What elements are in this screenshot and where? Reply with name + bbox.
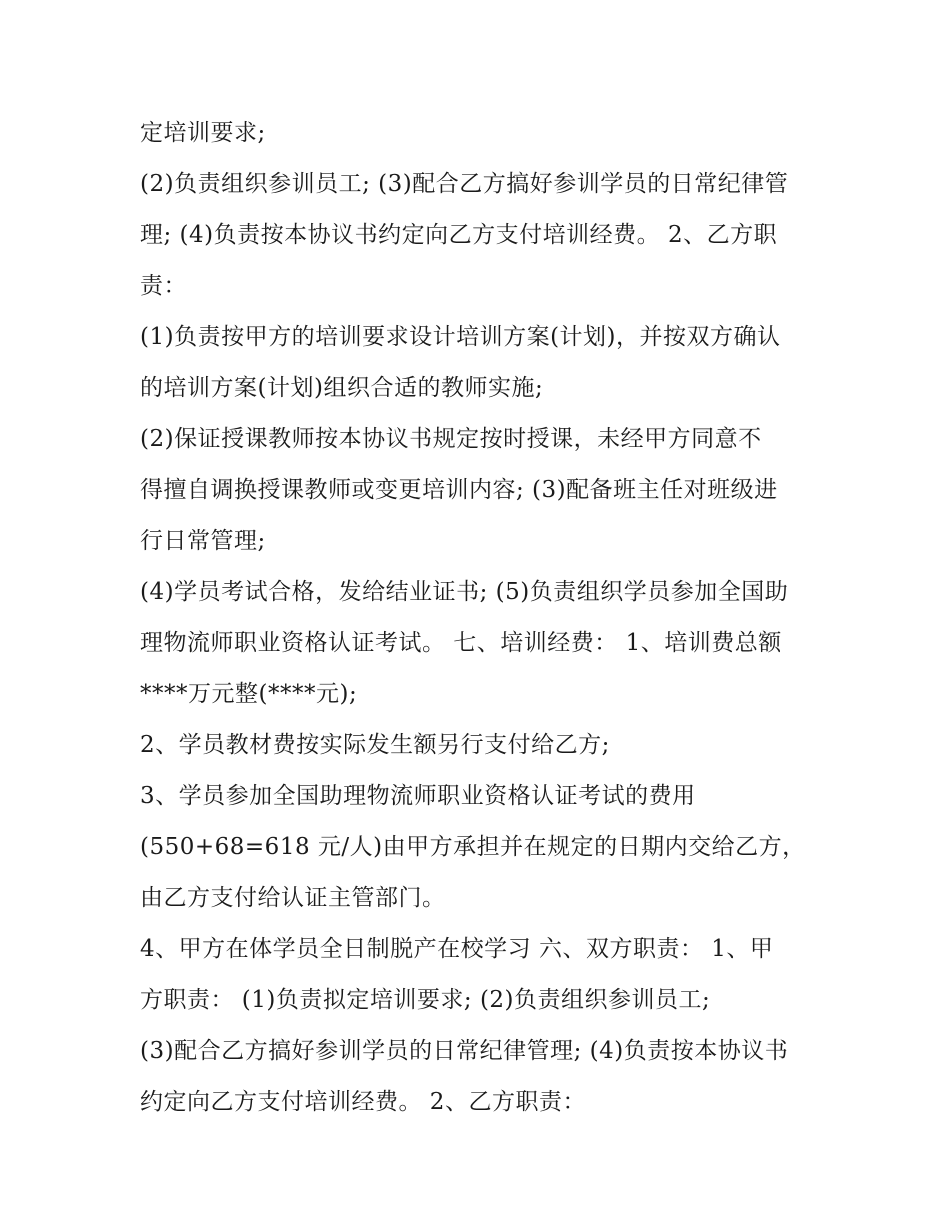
text-line: (2)负责组织参训员工; (3)配合乙方搞好参训学员的日常纪律管 — [140, 171, 789, 197]
text-line: 的培训方案(计划)组织合适的教师实施; — [140, 375, 544, 401]
text-line: ****万元整(****元); — [140, 681, 358, 707]
text-line: 定培训要求; — [140, 120, 266, 146]
text-line: (3)配合乙方搞好参训学员的日常纪律管理; (4)负责按本协议书 — [140, 1038, 789, 1064]
text-line: 3、学员参加全国助理物流师职业资格认证考试的费用 — [140, 783, 696, 809]
text-line: (1)负责按甲方的培训要求设计培训方案(计划)，并按双方确认 — [140, 324, 781, 350]
text-line: 责： — [140, 273, 187, 299]
text-line: 约定向乙方支付培训经费。 2、乙方职责： — [140, 1089, 586, 1115]
text-line: 由乙方支付给认证主管部门。 — [140, 885, 446, 911]
text-line: 2、学员教材费按实际发生额另行支付给乙方; — [140, 732, 610, 758]
text-line: 理; (4)负责按本协议书约定向乙方支付培训经费。 2、乙方职 — [140, 222, 778, 248]
text-line: (2)保证授课教师按本协议书规定按时授课，未经甲方同意不 — [140, 426, 762, 452]
text-line: 4、甲方在体学员全日制脱产在校学习 六、双方职责： 1、甲 — [140, 936, 774, 962]
text-line: (4)学员考试合格，发给结业证书; (5)负责组织学员参加全国助 — [140, 579, 789, 605]
text-line: 理物流师职业资格认证考试。 七、培训经费： 1、培训费总额 — [140, 630, 782, 656]
text-line: 方职责： (1)负责拟定培训要求; (2)负责组织参训员工; — [140, 987, 711, 1013]
text-line: 得擅自调换授课教师或变更培训内容; (3)配备班主任对班级进 — [140, 477, 778, 503]
text-line: (550+68=618 元/人)由甲方承担并在规定的日期内交给乙方， — [140, 834, 806, 860]
document-body — [140, 108, 820, 1128]
text-line: 行日常管理; — [140, 528, 266, 554]
